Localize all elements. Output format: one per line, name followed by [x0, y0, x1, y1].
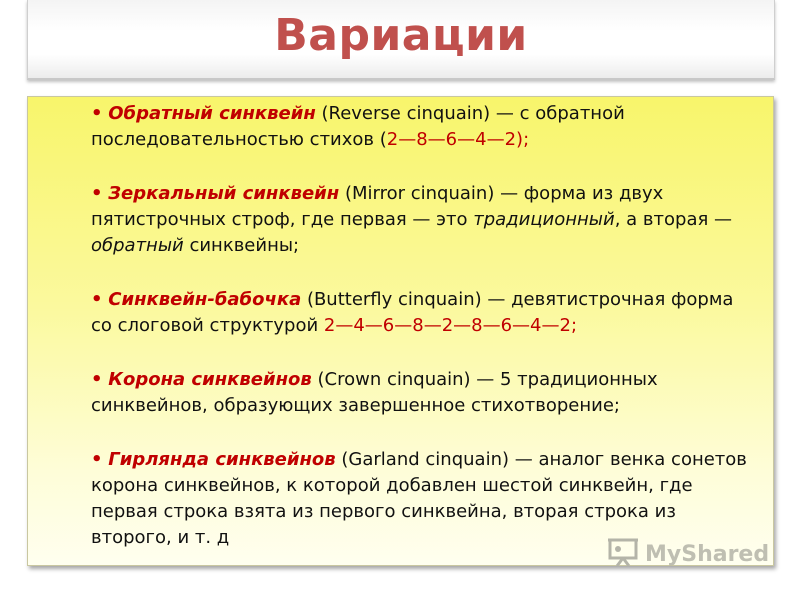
logo-text: MyShared [645, 541, 770, 567]
list-item-term: Гирлянда синквейнов [108, 449, 336, 470]
list-item-text: синквейны; [183, 235, 300, 256]
list-item [91, 287, 751, 339]
list-item-term: Синквейн-бабочка [108, 289, 302, 310]
bullet-marker: • [91, 289, 103, 310]
bullet-marker: • [91, 449, 103, 470]
list-item-text: (Garland cinquain) — аналог венка сонетов корона синквейнов, к которой добавлен шестой синквейн, где первая строка взята из первого синквейна, вторая строка из второго, и т. д [91, 449, 747, 548]
list-item [91, 101, 751, 153]
list-item-term: Корона синквейнов [108, 369, 312, 390]
list-item-text: (Butterfly cinquain) — девятистрочная форма со слоговой структурой [91, 289, 734, 336]
list-item-italic: обратный [91, 235, 184, 256]
bullet-marker: • [91, 369, 103, 390]
watermark-logo [607, 536, 770, 572]
list-item-scheme: 2—8—6—4—2); [386, 129, 530, 150]
list-item-term: Обратный синквейн [108, 103, 316, 124]
content-panel [27, 96, 774, 566]
slide-title: Вариации [274, 10, 528, 61]
list-item-text: , а вторая — [614, 209, 733, 230]
list-item-text: (Crown cinquain) — 5 традиционных синквейнов, образующих завершенное стихотворение; [91, 369, 658, 416]
list-item-text: (Mirror cinquain) — форма из двух пятистрочных строф, где первая — это [91, 183, 664, 230]
list-item [91, 367, 751, 419]
list-item-italic: традиционный [473, 209, 615, 230]
bullet-marker: • [91, 103, 103, 124]
list-item-term: Зеркальный синквейн [108, 183, 340, 204]
bullet-marker: • [91, 183, 103, 204]
list-item [91, 181, 751, 259]
list-item-scheme: 2—4—6—8—2—8—6—4—2; [323, 315, 578, 336]
list-item-text: (Reverse cinquain) — с обратной последовательностью стихов ( [91, 103, 625, 150]
presentation-board-icon [607, 537, 639, 571]
title-banner [27, 0, 775, 80]
